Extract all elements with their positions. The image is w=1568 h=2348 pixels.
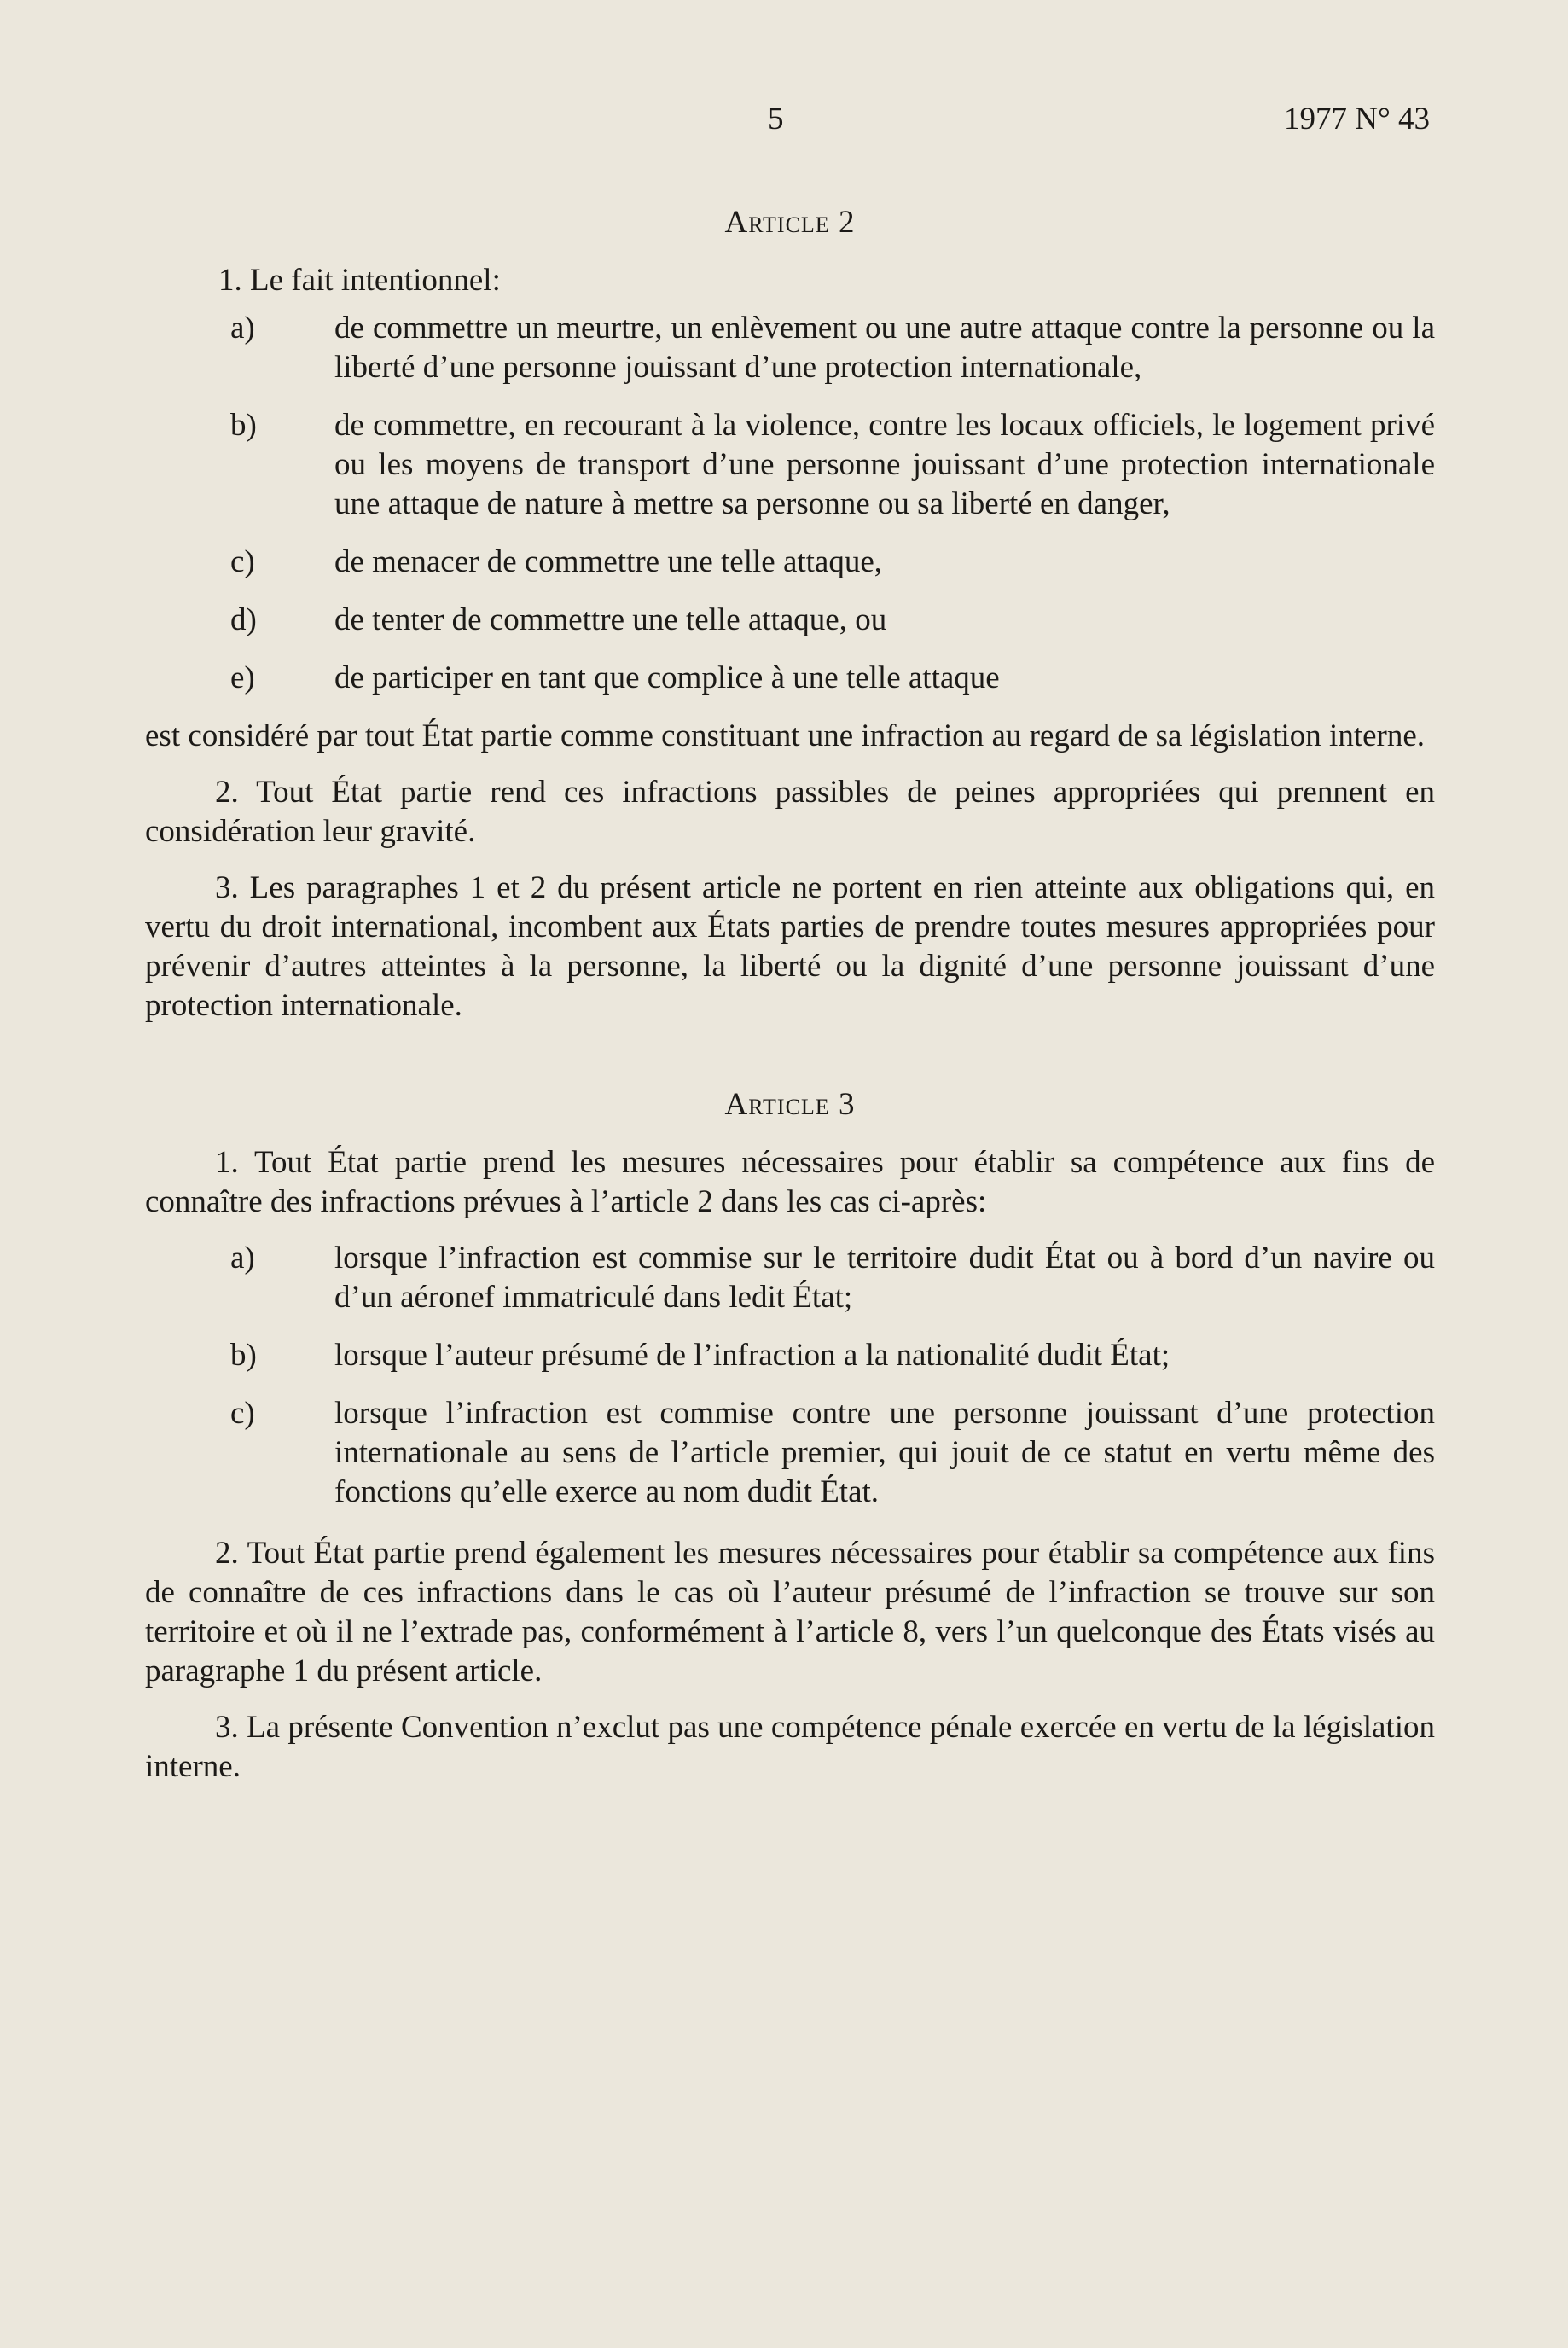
article-3-paragraph-2: 2. Tout État partie prend également les mesures nécessaires pour établir sa compétence aux fins de connaître de ces infractions dans le cas où l’auteur présumé de l’infraction se trouve sur son territoire et où il ne l’extrade pas, conformément à l’article 8, vers l’un quelconque des États visés au paragraphe 1 du présent article. <box>145 1536 1435 1688</box>
list-item <box>145 1336 1435 1375</box>
item-letter: d) <box>230 602 257 637</box>
article-3-paragraph-1-lead: 1. Tout État partie prend les mesures nécessaires pour établir sa compétence aux fins de connaître des infractions prévues à l’article 2 dans les cas ci-après: <box>145 1145 1435 1219</box>
list-item <box>145 659 1435 698</box>
article-2-paragraph-1-tail: est considéré par tout État partie comme constituant une infraction au regard de sa législation interne. <box>145 718 1426 753</box>
item-text: de menacer de commettre une telle attaque, <box>334 544 883 579</box>
item-text: de commettre un meurtre, un enlèvement ou une autre attaque contre la personne ou la liberté d’une personne jouissant d’une protection internationale, <box>334 311 1435 385</box>
item-letter: b) <box>230 408 257 443</box>
item-letter: a) <box>230 311 255 346</box>
article-3-item-list <box>145 1239 1435 1512</box>
item-letter: a) <box>230 1241 255 1276</box>
item-text: de tenter de commettre une telle attaque, ou <box>334 602 887 637</box>
list-item <box>145 309 1435 387</box>
item-text: lorsque l’infraction est commise contre une personne jouissant d’une protection internationale au sens de l’article premier, qui jouit de ce statut en vertu même des fonctions qu’elle exerce au nom dudit État. <box>334 1396 1435 1509</box>
item-text: de participer en tant que complice à une telle attaque <box>334 660 1000 695</box>
publication-reference: 1977 N° 43 <box>1283 102 1430 137</box>
article-2-paragraph-1-lead: 1. Le fait intentionnel: <box>218 263 501 298</box>
list-item <box>145 1394 1435 1512</box>
list-item <box>145 406 1435 524</box>
article-3-paragraph-3: 3. La présente Convention n’exclut pas une compétence pénale exercée en vertu de la législation interne. <box>145 1710 1435 1784</box>
item-text: lorsque l’infraction est commise sur le territoire dudit État ou à bord d’un navire ou d’un aéronef immatriculé dans ledit État; <box>334 1241 1435 1315</box>
document-body <box>145 203 1435 1804</box>
item-letter: b) <box>230 1338 257 1373</box>
item-letter: e) <box>230 660 255 695</box>
item-letter: c) <box>230 544 255 579</box>
article-2-heading: Article 2 <box>724 205 856 240</box>
list-item <box>145 543 1435 582</box>
article-2-paragraph-2: 2. Tout État partie rend ces infractions passibles de peines appropriées qui prennent en considération leur gravité. <box>145 775 1435 849</box>
article-3-heading: Article 3 <box>724 1087 856 1122</box>
item-text: lorsque l’auteur présumé de l’infraction a la nationalité dudit État; <box>334 1338 1170 1373</box>
item-letter: c) <box>230 1396 255 1431</box>
item-text: de commettre, en recourant à la violence, contre les locaux officiels, le logement privé ou les moyens de transport d’une personne jouissant d’une protection internationale une attaque de nature à mettre sa personne ou sa liberté en danger, <box>334 408 1435 521</box>
page-header <box>0 101 1568 152</box>
list-item <box>145 1239 1435 1317</box>
article-2-item-list <box>145 309 1435 698</box>
list-item <box>145 601 1435 640</box>
page-number: 5 <box>768 102 784 137</box>
article-2-paragraph-3: 3. Les paragraphes 1 et 2 du présent article ne portent en rien atteinte aux obligations qui, en vertu du droit international, incombent aux États parties de prendre toutes mesures appropriées pour prévenir d’autres atteintes à la personne, la liberté ou la dignité d’une personne jouissant d’une protection internationale. <box>145 870 1435 1023</box>
